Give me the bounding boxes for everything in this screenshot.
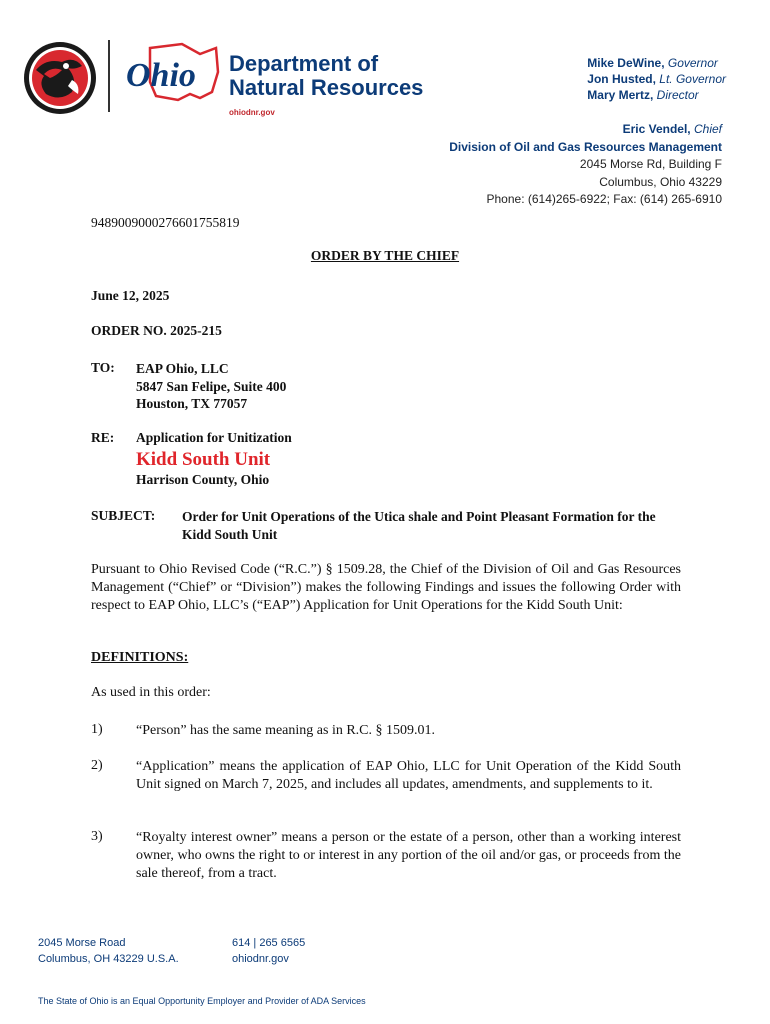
re-label: RE:	[91, 430, 115, 445]
division-phone: Phone: (614)265-6922; Fax: (614) 265-6910	[486, 192, 722, 206]
division-contact	[449, 121, 722, 209]
department-name-line2: Natural Resources	[229, 75, 424, 100]
county: Harrison County, Ohio	[136, 472, 270, 487]
official-director	[587, 87, 726, 103]
footer-address-line1: 2045 Morse Road	[38, 937, 126, 949]
subject-label: SUBJECT:	[91, 508, 156, 523]
footer-address-line2: Columbus, OH 43229 U.S.A.	[38, 953, 179, 965]
unit-name: Kidd South Unit	[136, 449, 271, 470]
official-governor	[587, 55, 726, 71]
recipient-line: EAP Ohio, LLC	[136, 361, 229, 376]
footer-phone: 614 | 265 6565	[232, 937, 306, 949]
recipient-address	[136, 360, 286, 413]
footer-url[interactable]: ohiodnr.gov	[232, 953, 289, 965]
recipient-line: Houston, TX 77057	[136, 396, 248, 411]
to-label: TO:	[91, 360, 115, 375]
odnr-logo	[22, 38, 432, 122]
footer-contact	[232, 935, 305, 967]
definition-number: 1)	[91, 722, 103, 737]
chief-title: Chief	[693, 122, 722, 136]
definitions-heading: DEFINITIONS:	[91, 650, 189, 665]
footer-eeo-statement: The State of Ohio is an Equal Opportunity Employer and Provider of ADA Services	[38, 996, 366, 1006]
official-title: Governor	[667, 56, 718, 70]
cardinal-seal-icon	[22, 40, 98, 116]
department-url[interactable]: ohiodnr.gov	[229, 108, 275, 117]
official-name: Mary Mertz,	[587, 88, 654, 102]
subject-text: Order for Unit Operations of the Utica shale and Point Pleasant Formation for the Kidd South Unit	[182, 509, 656, 542]
division-chief	[449, 121, 722, 139]
definition-number: 3)	[91, 829, 103, 844]
definition-text: “Person” has the same meaning as in R.C. § 1509.01.	[136, 723, 436, 738]
division-address-line2: Columbus, Ohio 43229	[599, 174, 722, 189]
official-name: Mike DeWine,	[587, 56, 665, 70]
department-name	[229, 52, 423, 100]
ohio-logo-text: Ohio	[126, 57, 196, 94]
footer-address	[38, 935, 179, 967]
official-title: Director	[656, 88, 699, 102]
official-name: Jon Husted,	[587, 72, 656, 86]
order-date: June 12, 2025	[91, 288, 170, 303]
order-number: ORDER NO. 2025-215	[91, 323, 222, 338]
department-name-line1: Department of	[229, 51, 379, 76]
division-address-line1: 2045 Morse Rd, Building F	[579, 157, 722, 171]
tracking-number: 9489009000276601755819	[91, 215, 240, 230]
re-line: Application for Unitization	[136, 430, 292, 445]
division-name: Division of Oil and Gas Resources Management	[449, 139, 722, 154]
ohio-outline-logo	[120, 42, 230, 104]
chief-name: Eric Vendel,	[622, 122, 691, 136]
officials-list	[587, 55, 726, 103]
official-lt-governor	[587, 71, 726, 87]
definition-text: “Application” means the application of EAP Ohio, LLC for Unit Operation of the Kidd South Unit signed on March 7, 2025, and includes all updates, amendments, and supplements to it.	[136, 759, 681, 792]
definition-text: “Royalty interest owner” means a person or the estate of a person, other than a working interest owner, who owns the right to or interest in any portion of the oil and/or gas, or proceeds from the sale thereof, from a tract.	[136, 830, 681, 881]
definition-number: 2)	[91, 758, 103, 773]
definitions-intro: As used in this order:	[91, 685, 211, 700]
recipient-line: 5847 San Felipe, Suite 400	[136, 378, 287, 394]
logo-divider	[108, 40, 110, 112]
intro-paragraph: Pursuant to Ohio Revised Code (“R.C.”) § 1509.28, the Chief of the Division of Oil and Gas Resources Management (“Chief” or “Division”) makes the following Findings and issues the following Order with respect to EAP Ohio, LLC’s (“EAP”) Application for Unit Operations for the Kidd South Unit:	[91, 562, 681, 613]
order-title: ORDER BY THE CHIEF	[310, 248, 460, 263]
official-title: Lt. Governor	[659, 72, 726, 86]
